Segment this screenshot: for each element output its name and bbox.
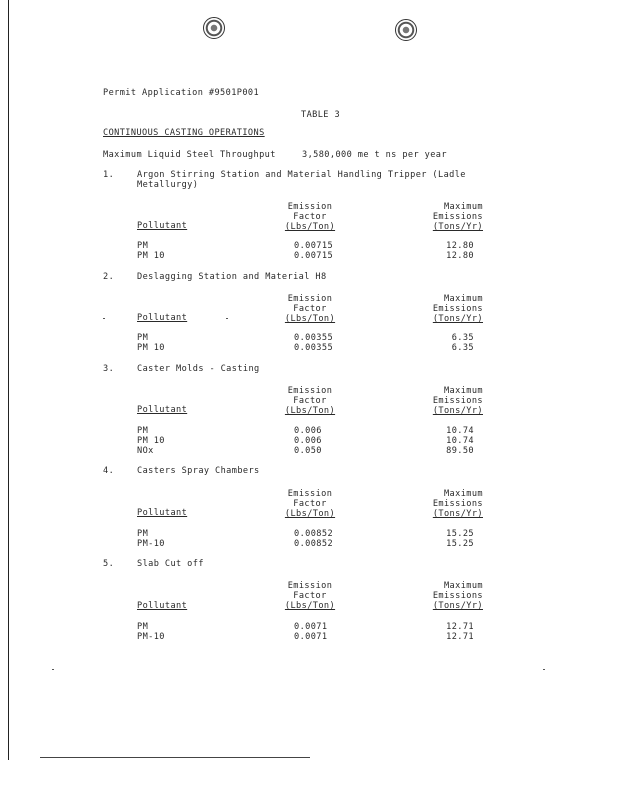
row-factor: 0.0071 xyxy=(294,632,328,642)
row-pollutant: NOx xyxy=(137,446,154,456)
row-pollutant: PM-10 xyxy=(137,632,165,642)
row-pollutant: PM xyxy=(137,622,149,632)
row-emissions: 6.35 xyxy=(451,343,474,353)
col-header-factor: Emission Factor (Lbs/Ton) xyxy=(284,294,336,324)
table-label: TABLE 3 xyxy=(301,110,341,120)
scan-speck xyxy=(226,318,228,319)
col-header-factor: Emission Factor (Lbs/Ton) xyxy=(284,489,336,519)
section-title: CONTINUOUS CASTING OPERATIONS xyxy=(103,128,265,138)
row-pollutant: PM 10 xyxy=(137,343,165,353)
section-title: Deslagging Station and Material H8 xyxy=(137,272,327,282)
section-title: Casters Spray Chambers xyxy=(137,466,260,476)
col-header-pollutant: Pollutant xyxy=(137,221,188,231)
scan-speck xyxy=(543,669,545,670)
col-header-factor: Emission Factor (Lbs/Ton) xyxy=(284,202,336,232)
section-number: 3. xyxy=(103,364,115,374)
col-header-factor: Emission Factor (Lbs/Ton) xyxy=(284,386,336,416)
col-header-pollutant: Pollutant xyxy=(137,508,188,518)
row-emissions: 6.35 xyxy=(451,333,474,343)
row-emissions: 12.80 xyxy=(446,251,474,261)
row-pollutant: PM xyxy=(137,426,149,436)
row-factor: 0.00852 xyxy=(294,529,334,539)
row-pollutant: PM 10 xyxy=(137,436,165,446)
row-factor: 0.006 xyxy=(294,436,322,446)
col-header-emissions: Maximum Emissions (Tons/Yr) xyxy=(432,489,483,519)
row-pollutant: PM-10 xyxy=(137,539,165,549)
row-pollutant: PM xyxy=(137,333,149,343)
section-title: Slab Cut off xyxy=(137,559,204,569)
throughput-value: 3,580,000 me t ns per year xyxy=(302,150,447,160)
col-header-factor: Emission Factor (Lbs/Ton) xyxy=(284,581,336,611)
row-pollutant: PM xyxy=(137,241,149,251)
col-header-pollutant: Pollutant xyxy=(137,405,188,415)
col-header-pollutant: Pollutant xyxy=(137,313,188,323)
col-header-emissions: Maximum Emissions (Tons/Yr) xyxy=(432,581,483,611)
section-title: Caster Molds - Casting xyxy=(137,364,260,374)
row-emissions: 15.25 xyxy=(446,529,474,539)
section-title-continued: Metallurgy) xyxy=(137,180,199,190)
section-number: 5. xyxy=(103,559,115,569)
row-factor: 0.006 xyxy=(294,426,322,436)
scan-edge xyxy=(8,0,9,760)
scan-speck xyxy=(103,318,105,319)
col-header-emissions: Maximum Emissions (Tons/Yr) xyxy=(432,294,483,324)
footer-rule xyxy=(40,757,310,758)
row-emissions: 15.25 xyxy=(446,539,474,549)
row-pollutant: PM xyxy=(137,529,149,539)
section-number: 4. xyxy=(103,466,115,476)
section-number: 2. xyxy=(103,272,115,282)
row-emissions: 12.80 xyxy=(446,241,474,251)
row-emissions: 89.50 xyxy=(446,446,474,456)
row-factor: 0.00355 xyxy=(294,343,334,353)
seal-icon xyxy=(203,17,225,39)
col-header-emissions: Maximum Emissions (Tons/Yr) xyxy=(432,386,483,416)
row-factor: 0.00355 xyxy=(294,333,334,343)
row-factor: 0.050 xyxy=(294,446,322,456)
col-header-pollutant: Pollutant xyxy=(137,601,188,611)
row-factor: 0.00715 xyxy=(294,251,334,261)
row-pollutant: PM 10 xyxy=(137,251,165,261)
row-emissions: 10.74 xyxy=(446,436,474,446)
row-emissions: 10.74 xyxy=(446,426,474,436)
section-title: Argon Stirring Station and Material Handling Tripper (Ladle xyxy=(137,170,466,180)
throughput-label: Maximum Liquid Steel Throughput xyxy=(103,150,276,160)
section-number: 1. xyxy=(103,170,115,180)
row-factor: 0.00852 xyxy=(294,539,334,549)
row-emissions: 12.71 xyxy=(446,632,474,642)
row-emissions: 12.71 xyxy=(446,622,474,632)
col-header-emissions: Maximum Emissions (Tons/Yr) xyxy=(432,202,483,232)
permit-number: Permit Application #9501P001 xyxy=(103,88,260,98)
scan-speck xyxy=(52,669,54,670)
seal-icon xyxy=(395,19,417,41)
row-factor: 0.00715 xyxy=(294,241,334,251)
row-factor: 0.0071 xyxy=(294,622,328,632)
